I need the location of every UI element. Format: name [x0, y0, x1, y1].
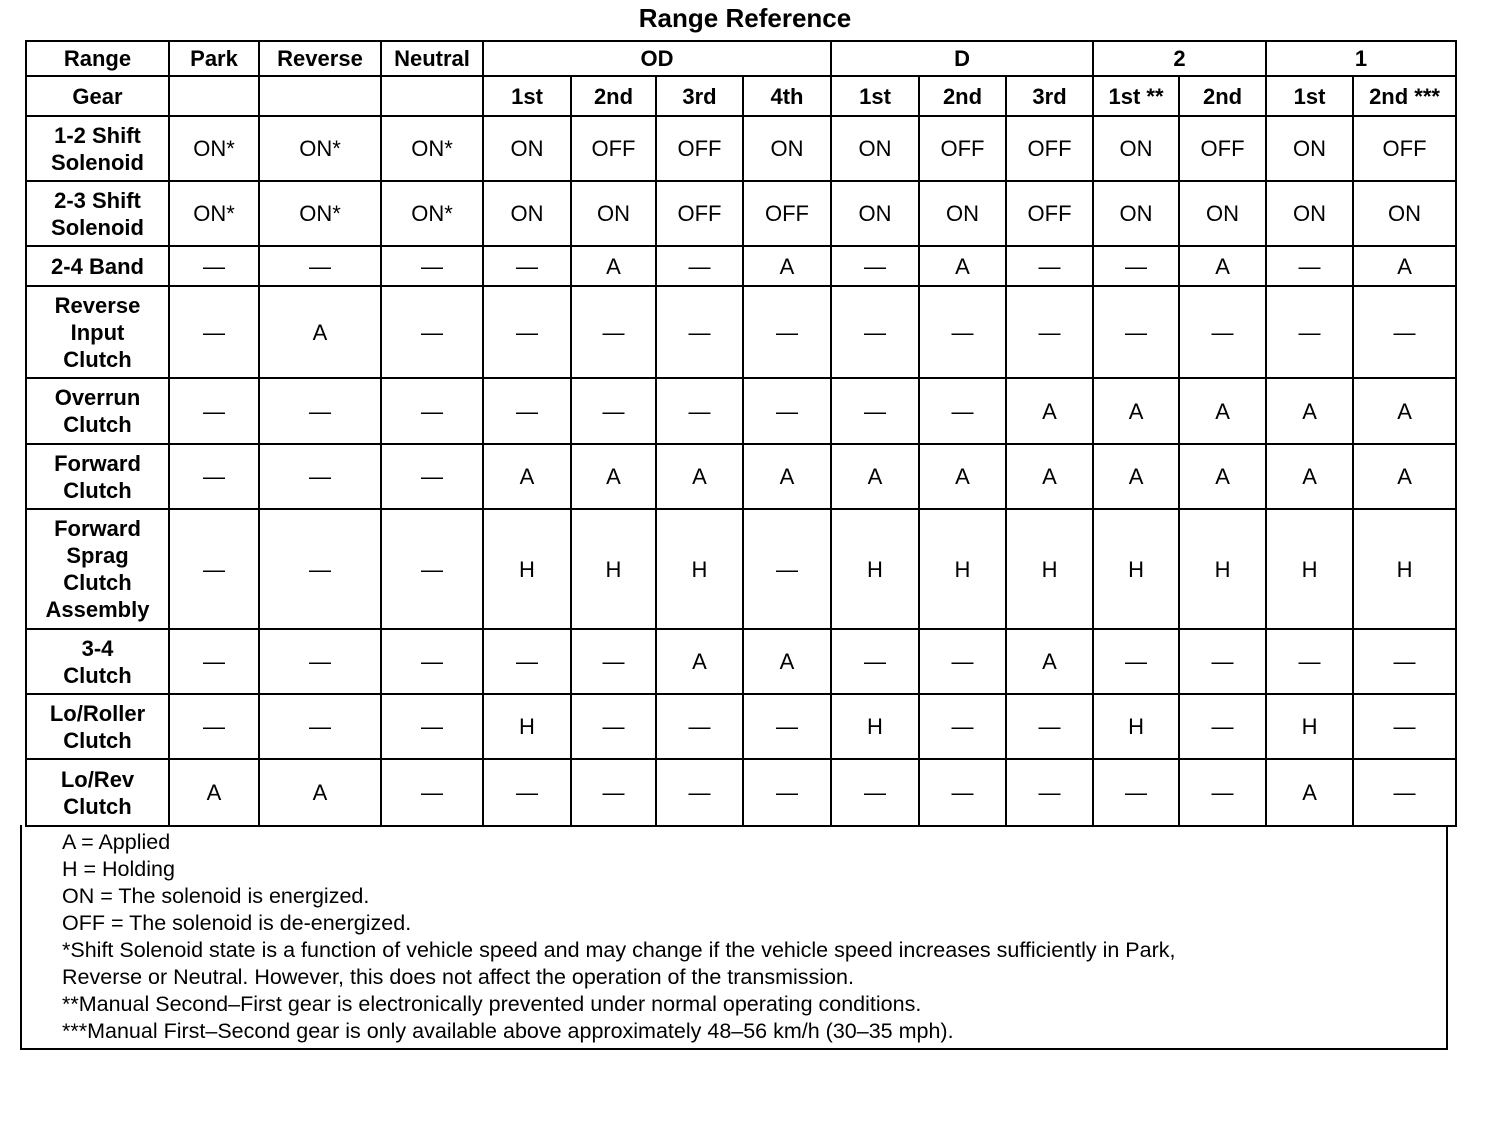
gear-header — [381, 76, 483, 116]
gear-header: 3rd — [1006, 76, 1093, 116]
table-cell: — — [259, 629, 381, 694]
table-cell: A — [1353, 246, 1456, 286]
table-cell: H — [1006, 509, 1093, 629]
table-cell: H — [1266, 509, 1353, 629]
row-label: Lo/Roller Clutch — [26, 694, 169, 759]
table-cell: A — [919, 444, 1006, 509]
table-cell: — — [169, 286, 259, 378]
table-cell: — — [169, 629, 259, 694]
table-cell: A — [1266, 444, 1353, 509]
table-cell: ON — [1266, 181, 1353, 246]
table-cell: A — [1179, 246, 1266, 286]
table-cell: — — [831, 759, 919, 826]
table-cell: H — [1266, 694, 1353, 759]
table-cell: ON — [483, 116, 571, 181]
range-header: Park — [169, 41, 259, 76]
table-cell: A — [571, 444, 656, 509]
table-cell: — — [1179, 759, 1266, 826]
table-cell: — — [169, 246, 259, 286]
table-cell: — — [1179, 694, 1266, 759]
table-cell: — — [743, 759, 831, 826]
table-cell: A — [1093, 444, 1179, 509]
table-cell: A — [259, 286, 381, 378]
table-cell: — — [1179, 629, 1266, 694]
table-row — [26, 444, 1456, 509]
table-cell: A — [656, 444, 743, 509]
note-line: Reverse or Neutral. However, this does not affect the operation of the transmission. — [62, 965, 854, 989]
table-cell: — — [831, 378, 919, 444]
table-cell: — — [1353, 759, 1456, 826]
range-label: Range — [26, 41, 169, 76]
range-reference-table — [25, 40, 1457, 827]
table-cell: OFF — [656, 116, 743, 181]
table-cell: H — [919, 509, 1006, 629]
table-cell: — — [169, 694, 259, 759]
table-cell: — — [656, 286, 743, 378]
table-cell: — — [919, 286, 1006, 378]
table-cell: H — [831, 694, 919, 759]
table-cell: ON — [1093, 181, 1179, 246]
table-cell: OFF — [571, 116, 656, 181]
table-cell: OFF — [743, 181, 831, 246]
table-cell: A — [1266, 759, 1353, 826]
table-row — [26, 286, 1456, 378]
table-cell: — — [571, 629, 656, 694]
table-cell: H — [483, 694, 571, 759]
table-cell: — — [831, 286, 919, 378]
table-cell: — — [743, 694, 831, 759]
table-cell: ON — [571, 181, 656, 246]
table-cell: OFF — [656, 181, 743, 246]
table-cell: ON — [743, 116, 831, 181]
table-cell: ON* — [381, 116, 483, 181]
table-cell: A — [743, 246, 831, 286]
table-row — [26, 759, 1456, 826]
table-cell: ON* — [259, 181, 381, 246]
legend-notes — [20, 825, 1448, 1050]
table-cell: OFF — [1006, 116, 1093, 181]
table-cell: — — [743, 509, 831, 629]
table-cell: ON* — [259, 116, 381, 181]
table-cell: ON — [831, 181, 919, 246]
note-line: ***Manual First–Second gear is only available above approximately 48–56 km/h (30–35 mph). — [62, 1019, 954, 1043]
row-label: Forward Clutch — [26, 444, 169, 509]
table-cell: — — [1353, 286, 1456, 378]
range-header: Reverse — [259, 41, 381, 76]
range-header-row — [26, 41, 1456, 76]
table-cell: OFF — [1006, 181, 1093, 246]
gear-header-row — [26, 76, 1456, 116]
gear-header: 1st — [483, 76, 571, 116]
table-cell: A — [1006, 378, 1093, 444]
table-cell: H — [1353, 509, 1456, 629]
table-cell: — — [1266, 286, 1353, 378]
range-header: OD — [483, 41, 831, 76]
table-row — [26, 629, 1456, 694]
gear-header: 1st — [1266, 76, 1353, 116]
table-cell: — — [169, 509, 259, 629]
table-cell: A — [259, 759, 381, 826]
table-cell: A — [1353, 378, 1456, 444]
table-cell: — — [571, 694, 656, 759]
range-header: D — [831, 41, 1093, 76]
table-cell: A — [169, 759, 259, 826]
table-row — [26, 378, 1456, 444]
range-header: Neutral — [381, 41, 483, 76]
table-cell: ON — [831, 116, 919, 181]
row-label: 2-3 Shift Solenoid — [26, 181, 169, 246]
table-row — [26, 694, 1456, 759]
table-cell: — — [831, 246, 919, 286]
table-cell: A — [743, 444, 831, 509]
table-cell: — — [381, 759, 483, 826]
page-title: Range Reference — [638, 3, 852, 33]
table-cell: A — [1179, 378, 1266, 444]
table-cell: — — [656, 694, 743, 759]
table-cell: ON — [1093, 116, 1179, 181]
table-cell: H — [1093, 509, 1179, 629]
table-cell: OFF — [1353, 116, 1456, 181]
table-cell: — — [169, 444, 259, 509]
table-cell: — — [656, 246, 743, 286]
table-cell: — — [1093, 759, 1179, 826]
table-cell: H — [571, 509, 656, 629]
table-cell: ON — [483, 181, 571, 246]
table-cell: ON* — [381, 181, 483, 246]
table-cell: A — [571, 246, 656, 286]
table-cell: A — [743, 629, 831, 694]
table-cell: — — [259, 246, 381, 286]
table-cell: A — [656, 629, 743, 694]
table-cell: — — [656, 378, 743, 444]
note-line: OFF = The solenoid is de-energized. — [62, 911, 412, 935]
table-cell: — — [381, 694, 483, 759]
table-cell: — — [919, 378, 1006, 444]
table-cell: A — [483, 444, 571, 509]
table-cell: — — [381, 378, 483, 444]
table-cell: — — [259, 694, 381, 759]
table-cell: — — [259, 509, 381, 629]
table-cell: ON — [1179, 181, 1266, 246]
table-cell: H — [1179, 509, 1266, 629]
gear-header: 1st ** — [1093, 76, 1179, 116]
table-cell: H — [1093, 694, 1179, 759]
table-cell: A — [1093, 378, 1179, 444]
row-label: Reverse Input Clutch — [26, 286, 169, 378]
table-cell: — — [1353, 694, 1456, 759]
table-cell: — — [483, 759, 571, 826]
gear-header: 2nd — [919, 76, 1006, 116]
range-header: 1 — [1266, 41, 1456, 76]
table-cell: — — [571, 286, 656, 378]
table-cell: — — [919, 694, 1006, 759]
note-line: **Manual Second–First gear is electronically prevented under normal operating conditions. — [62, 992, 922, 1016]
row-label: 2-4 Band — [26, 246, 169, 286]
gear-label: Gear — [26, 76, 169, 116]
table-cell: OFF — [919, 116, 1006, 181]
note-line: *Shift Solenoid state is a function of vehicle speed and may change if the vehicle speed increases sufficiently in Park, — [62, 938, 1176, 962]
row-label: Overrun Clutch — [26, 378, 169, 444]
table-cell: — — [381, 246, 483, 286]
table-row — [26, 509, 1456, 629]
row-label: 3-4 Clutch — [26, 629, 169, 694]
table-cell: H — [656, 509, 743, 629]
gear-header: 2nd — [571, 76, 656, 116]
table-cell: — — [831, 629, 919, 694]
table-cell: ON — [1266, 116, 1353, 181]
table-row — [26, 246, 1456, 286]
table-cell: ON* — [169, 181, 259, 246]
table-cell: — — [259, 444, 381, 509]
gear-header: 2nd *** — [1353, 76, 1456, 116]
table-cell: — — [571, 759, 656, 826]
table-cell: ON — [919, 181, 1006, 246]
table-cell: — — [483, 378, 571, 444]
table-cell: — — [1266, 246, 1353, 286]
table-cell: — — [1093, 629, 1179, 694]
gear-header — [169, 76, 259, 116]
table-cell: — — [1093, 246, 1179, 286]
table-cell: — — [1179, 286, 1266, 378]
row-label: Lo/Rev Clutch — [26, 759, 169, 826]
table-cell: — — [381, 509, 483, 629]
row-label: 1-2 Shift Solenoid — [26, 116, 169, 181]
table-cell: — — [483, 629, 571, 694]
table-cell: A — [1353, 444, 1456, 509]
note-line: A = Applied — [62, 830, 171, 854]
table-cell: A — [919, 246, 1006, 286]
table-cell: ON — [1353, 181, 1456, 246]
table-cell: — — [656, 759, 743, 826]
table-cell: — — [1353, 629, 1456, 694]
table-cell: A — [1006, 444, 1093, 509]
table-cell: — — [483, 246, 571, 286]
gear-header: 4th — [743, 76, 831, 116]
range-header: 2 — [1093, 41, 1266, 76]
table-cell: — — [381, 629, 483, 694]
table-cell: OFF — [1179, 116, 1266, 181]
table-cell: H — [483, 509, 571, 629]
table-cell: — — [1006, 759, 1093, 826]
table-cell: — — [1093, 286, 1179, 378]
table-cell: — — [1266, 629, 1353, 694]
note-line: ON = The solenoid is energized. — [62, 884, 370, 908]
gear-header: 2nd — [1179, 76, 1266, 116]
table-cell: — — [381, 286, 483, 378]
table-cell: A — [831, 444, 919, 509]
table-row — [26, 116, 1456, 181]
table-cell: ON* — [169, 116, 259, 181]
gear-header — [259, 76, 381, 116]
row-label: Forward Sprag Clutch Assembly — [26, 509, 169, 629]
table-cell: — — [1006, 286, 1093, 378]
table-cell: — — [919, 629, 1006, 694]
table-cell: A — [1179, 444, 1266, 509]
table-cell: — — [743, 378, 831, 444]
table-cell: — — [919, 759, 1006, 826]
gear-header: 1st — [831, 76, 919, 116]
table-cell: — — [169, 378, 259, 444]
table-cell: — — [483, 286, 571, 378]
table-cell: — — [571, 378, 656, 444]
table-row — [26, 181, 1456, 246]
table-cell: — — [259, 378, 381, 444]
table-cell: A — [1266, 378, 1353, 444]
gear-header: 3rd — [656, 76, 743, 116]
table-cell: — — [381, 444, 483, 509]
table-cell: — — [1006, 694, 1093, 759]
table-cell: H — [831, 509, 919, 629]
table-cell: — — [1006, 246, 1093, 286]
table-cell: — — [743, 286, 831, 378]
table-cell: A — [1006, 629, 1093, 694]
note-line: H = Holding — [62, 857, 175, 881]
